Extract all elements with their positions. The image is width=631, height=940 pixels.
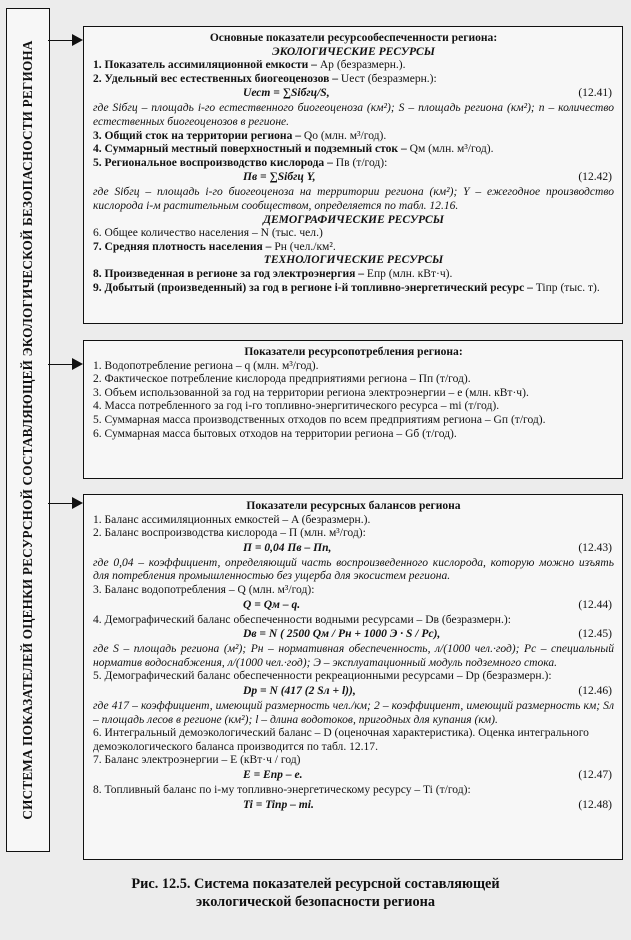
item: 5. Суммарная масса производственных отходов по всем предприятиям региона – Gп (т/год). [93,413,546,426]
section-ecological: ЭКОЛОГИЧЕСКИЕ РЕСУРСЫ [272,45,435,58]
formula-12-47: E = Eпр – e. (12.47) [243,768,612,781]
item: 8. Произведенная в регионе за год электроэнергия – Eпр (млн. кВт·ч). [93,267,453,280]
formula-12-45: Dв = N ( 2500 Qм / Рн + 1000 Э · S / Рс), (12.45) [243,628,612,641]
connector-2 [48,364,74,365]
arrow-1 [72,34,83,46]
panel-title: Показатели ресурсных балансов региона [246,500,461,512]
item: 4. Масса потребленного за год i-го топливно-энергитического ресурса – mi (т/год). [93,400,500,413]
item: 3. Баланс водопотребления – Q (млн. м³/год): [93,583,315,596]
note: где Siбгц – площадь i-го биогеоценоза на территории региона (км²); Y – ежегодное производство кислорода i-м растительным сообществом, определяется по табл. 12.16. [93,186,614,212]
item: 6. Интегральный демоэкологический баланс – D (оценочная характеристика). Оценка интегрального демоэкологического баланса производится по табл. 12.17. [93,727,589,753]
item: 5. Региональное воспроизводство кислорода – Пв (т/год): [93,156,388,169]
formula-12-46: Dр = N (417 (2 Sл + l)), (12.46) [243,684,612,697]
item: 3. Объем использованной за год на территории региона электроэнергии – e (млн. кВт·ч). [93,386,529,399]
item: 9. Добытый (произведенный) за год в регионе i-й топливно-энергетический ресурс – Tiпр (тыс. т). [93,281,600,294]
item: 4. Демографический баланс обеспеченности водными ресурсами – Dв (безразмерн.): [93,613,511,626]
resource-consumption-panel [83,340,623,479]
item: 2. Баланс воспроизводства кислорода – П (млн. м³/год): [93,527,366,540]
formula-12-43: П = 0,04 Пв – Пп, (12.43) [243,541,612,554]
item: 4. Суммарный местный поверхностный и подземный сток – Qм (млн. м³/год). [93,143,494,156]
caption-line-1: Рис. 12.5. Система показателей ресурсной составляющей [131,876,500,892]
formula-12-42: Пв = ∑Siбгц Y, (12.42) [243,171,612,184]
arrow-2 [72,358,83,370]
item: 7. Средняя плотность населения – Рн (чел./км². [93,240,336,253]
connector-1 [48,40,74,41]
note: где 0,04 – коэффициент, определяющий часть воспроизведенного кислорода, которую можно изъять для потребления промышленностью без ущерба для экосистем региона. [93,556,614,583]
figure-caption [0,876,631,911]
item: 7. Баланс электроэнергии – E (кВт·ч / год) [93,754,301,767]
formula-12-44: Q = Qм – q. (12.44) [243,598,612,611]
resource-balance-panel [83,494,623,860]
item: 3. Общий сток на территории региона – Qо (млн. м³/год). [93,129,387,142]
note: где Siбгц – площадь i-го естественного биогеоценоза (км²); S – площадь региона (км²); n – количество естественных биогеоценозов в регионе. [93,102,614,128]
formula-12-41: Uест = ∑Siбгц/S, (12.41) [243,87,612,100]
item: 6. Общее количество населения – N (тыс. чел.) [93,227,323,240]
arrow-3 [72,497,83,509]
item: 2. Фактическое потребление кислорода предприятиями региона – Пп (т/год). [93,373,471,386]
section-technological: ТЕХНОЛОГИЧЕСКИЕ РЕСУРСЫ [263,254,444,267]
item: 1. Водопотребление региона – q (млн. м³/год). [93,359,319,372]
item: 1. Баланс ассимиляционных емкостей – A (безразмерн.). [93,513,371,526]
side-label-box [6,8,50,852]
panel-title: Основные показатели ресурсообеспеченности региона: [209,32,498,44]
panel-title: Показатели ресурсопотребления региона: [244,346,463,358]
connector-3 [48,503,74,504]
item: 1. Показатель ассимиляционной емкости – Aр (безразмерн.). [93,59,406,72]
item: 6. Суммарная масса бытовых отходов на территории региона – Gб (т/год). [93,427,457,440]
caption-line-2: экологической безопасности региона [196,893,435,910]
note: где S – площадь региона (м²); Рн – нормативная обеспеченность, л/(1000 чел.·год); Рс – специальный норматив водоснабжения, л/(1000 чел.·год); Э – эксплуатационный модуль подземного стока. [93,643,614,669]
item: 2. Удельный вес естественных биогеоценозов – Uест (безразмерн.): [93,72,437,85]
formula-12-48: Ti = Tiпр – mi. (12.48) [243,798,612,811]
note: где 417 – коэффициент, имеющий размерность чел./км; 2 – коэффициент, имеющий размерность км; Sл – площадь лесов в регионе (км²); l – длина водотоков, пригодных для купания (км). [93,699,614,726]
item: 8. Топливный баланс по i-му топливно-энергетическому ресурсу – Ti (т/год): [93,783,471,796]
resource-supply-panel [83,26,623,324]
section-demographic: ДЕМОГРАФИЧЕСКИЕ РЕСУРСЫ [263,213,444,226]
item: 5. Демографический баланс обеспеченности рекреационными ресурсами – Dр (безразмерн.): [93,670,552,683]
side-label: СИСТЕМА ПОКАЗАТЕЛЕЙ ОЦЕНКИ РЕСУРСНОЙ СОСТАВЛЯЮЩЕЙ ЭКОЛОГИЧЕСКОЙ БЕЗОПАСНОСТИ РЕГИОНА [20,40,35,820]
